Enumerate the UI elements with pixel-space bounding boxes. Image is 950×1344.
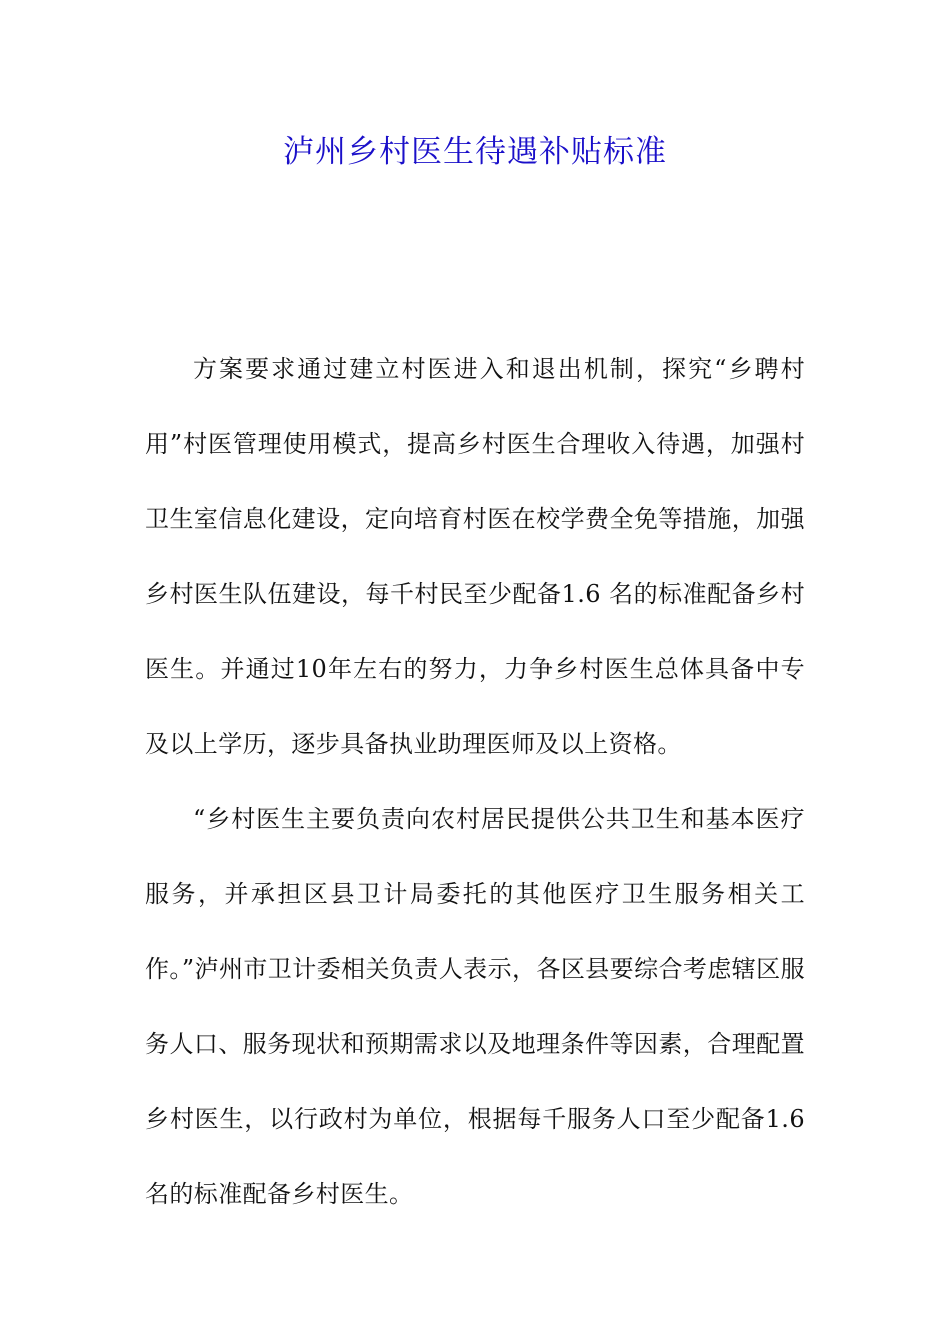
paragraph-2: “乡村医生主要负责向农村居民提供公共卫生和基本医疗服务，并承担区县卫计局委托的其他医疗卫生服务相关工作。”泸州市卫计委相关负责人表示，各区县要综合考虑辖区服务人口、服务现状和预期需求以及地理条件等因素，合理配置乡村医生，以行政村为单位，根据每千服务人口至少配备1.6名的标准配备乡村医生。 bbox=[145, 805, 805, 1208]
document-body bbox=[145, 332, 805, 1232]
document-title: 泸州乡村医生待遇补贴标准 bbox=[283, 134, 667, 170]
paragraph-1: 方案要求通过建立村医进入和退出机制，探究“乡聘村用”村医管理使用模式，提高乡村医生合理收入待遇，加强村卫生室信息化建设，定向培育村医在校学费全免等措施，加强乡村医生队伍建设，每千村民至少配备1.6 名的标准配备乡村医生。并通过10年左右的努力，力争乡村医生总体具备中专及以上学历，逐步具备执业助理医师及以上资格。 bbox=[145, 355, 805, 758]
